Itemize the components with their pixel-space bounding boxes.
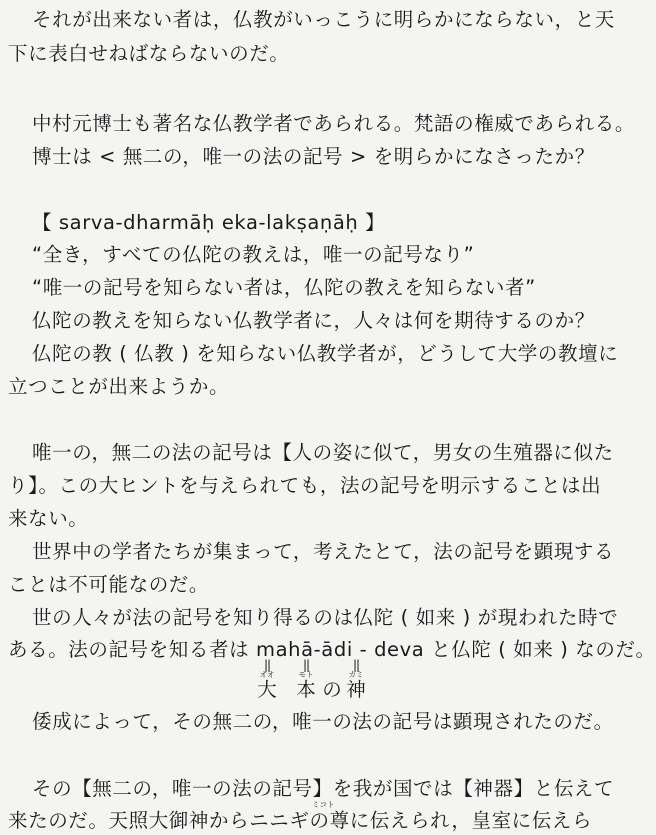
paragraph-line: 来ない。	[8, 507, 89, 530]
paragraph-line: ことは不可能なのだ。	[8, 573, 210, 596]
paragraph-line: 仏陀の教 ( 仏教 ) を知らない仏教学者が，どうして大学の教壇に	[32, 342, 619, 365]
reading: モト	[298, 670, 314, 679]
paragraph-line: 世の人々が法の記号を知り得るのは仏陀 ( 如来 ) が現われた時で	[32, 606, 619, 629]
paragraph-line: 博士は < 無二の，唯一の法の記号 > を明らかになさったか？	[32, 145, 595, 168]
paragraph-line: 下に表白せねばならないのだ。	[8, 42, 290, 65]
reading: オオ	[259, 670, 275, 679]
paragraph-line: ある。法の記号を知る者は mahā-ādi - deva と仏陀 ( 如来 ) なのだ。	[8, 638, 656, 661]
paragraph-line: り】。この大ヒントを与えられても，法の記号を明示することは出	[8, 474, 602, 497]
gloss-kanji: 神	[346, 678, 366, 701]
equals-bars: ||	[302, 658, 310, 672]
paragraph-line: 仏陀の教えを知らない仏教学者に，人々は何を期待するのか？	[32, 309, 595, 332]
furigana: ミコト	[312, 800, 335, 809]
equals-bars: ||	[263, 658, 271, 672]
paragraph-line: 来たのだ。天照大御神からニニギの尊に伝えられ，皇室に伝えら	[8, 809, 593, 832]
reading: カミ	[348, 670, 364, 679]
gloss-row	[0, 660, 581, 700]
sanskrit-heading: 【 sarva-dharmāḥ eka-lakṣaṇāḥ 】	[32, 211, 386, 234]
quote-line: “全き，すべての仏陀の教えは，唯一の記号なり”	[32, 243, 475, 266]
gloss-kanji: 本	[296, 678, 316, 701]
paragraph-line: 倭成によって，その無二の，唯一の法の記号は顕現されたのだ。	[32, 710, 614, 733]
paragraph-line: その【無二の，唯一の法の記号】を我が国では【神器】と伝えて	[32, 777, 615, 800]
gloss-particle: の	[322, 678, 342, 701]
equals-bars: ||	[352, 658, 360, 672]
paragraph-line: それが出来ない者は，仏教がいっこうに明らかにならない，と天	[32, 8, 615, 31]
quote-line: “唯一の記号を知らない者は，仏陀の教えを知らない者”	[32, 276, 536, 299]
paragraph-line: 立つことが出来ようか。	[8, 375, 230, 398]
gloss-kanji: 大	[257, 678, 277, 701]
paragraph-line: 唯一の，無二の法の記号は【人の姿に似て，男女の生殖器に似た	[32, 441, 614, 464]
paragraph-line: 中村元博士も著名な仏教学者であられる。梵語の権威であられる。	[32, 112, 636, 135]
paragraph-line: 世界中の学者たちが集まって，考えたとて，法の記号を顕現する	[32, 540, 615, 563]
gloss-item	[252, 660, 282, 701]
gloss-item	[341, 660, 371, 701]
